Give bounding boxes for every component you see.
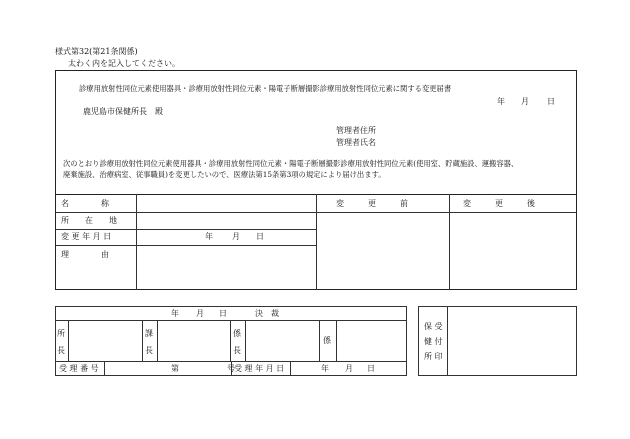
table-label-divider xyxy=(136,194,137,290)
seal-label-line2: 健 付 xyxy=(424,337,443,346)
stamp-section-chief-label: 課長 xyxy=(145,329,153,355)
receipt-day-label: 日 xyxy=(367,364,375,373)
manager-name-label: 管理者氏名 xyxy=(336,138,376,147)
receipt-month-label: 月 xyxy=(345,364,353,373)
approval-year-label: 年 xyxy=(171,309,179,318)
receipt-divider-1 xyxy=(104,361,105,376)
unit-chief-stamp-area[interactable] xyxy=(246,321,318,360)
director-stamp-area[interactable] xyxy=(69,321,141,360)
stamp-divider-6 xyxy=(319,320,320,361)
seal-label-line1: 保 受 xyxy=(424,322,443,331)
receipt-number-label: 受 理 番 号 xyxy=(59,364,99,373)
before-header: 変 更 前 xyxy=(336,199,408,208)
seal-label-line3: 所 印 xyxy=(424,352,443,361)
change-date-label: 変 更 年 月 日 xyxy=(61,232,112,241)
instruction-text: 太わく内を記入してください。 xyxy=(68,59,180,68)
manager-address-label: 管理者住所 xyxy=(336,126,376,135)
staff-stamp-area[interactable] xyxy=(337,321,406,360)
approval-month-label: 月 xyxy=(196,309,204,318)
approval-day-label: 日 xyxy=(219,309,227,318)
notice-month-label: 月 xyxy=(521,97,529,106)
seal-stamp-area[interactable] xyxy=(448,307,576,375)
section-chief-stamp-area[interactable] xyxy=(158,321,229,360)
receipt-date-label: 受 理 年 月 日 xyxy=(234,364,285,373)
stamp-unit-chief-label: 係長 xyxy=(233,329,241,355)
addressee: 鹿児島市保健所長 殿 xyxy=(83,107,163,116)
after-header: 変 更 後 xyxy=(463,199,535,208)
location-field[interactable] xyxy=(138,213,315,228)
stamp-director-label: 所長 xyxy=(57,329,65,355)
stamp-staff-label: 係 xyxy=(323,336,331,345)
table-before-divider xyxy=(316,194,317,290)
reason-label: 理 由 xyxy=(61,250,109,259)
form-number: 様式第32(第21条関係) xyxy=(55,47,138,56)
receipt-year-label: 年 xyxy=(321,364,329,373)
table-row-line-1 xyxy=(56,229,316,230)
name-field[interactable] xyxy=(138,195,315,211)
location-label: 所 在 地 xyxy=(61,216,117,225)
receipt-divider-3 xyxy=(290,361,291,376)
reason-field[interactable] xyxy=(138,246,315,289)
name-header: 名 称 xyxy=(61,199,109,208)
after-field[interactable] xyxy=(451,213,575,289)
stamp-divider-2 xyxy=(142,320,143,361)
notice-body-line1: 次のとおり診療用放射性同位元素使用器具・診療用放射性同位元素・陽電子断層撮影診療用放射性同位元素(使用室、貯蔵施設、運搬容器、 xyxy=(63,159,519,168)
notice-title: 診療用放射性同位元素使用器具・診療用放射性同位元素・陽電子断層撮影診療用放射性同位元素に関する変更届書 xyxy=(79,84,452,93)
before-field[interactable] xyxy=(318,213,448,289)
change-day-label: 日 xyxy=(256,232,264,241)
receipt-number-suffix: 第 号 xyxy=(171,364,235,373)
stamp-divider-4 xyxy=(230,320,231,361)
notice-year-label: 年 xyxy=(497,97,505,106)
approval-label: 決 裁 xyxy=(255,309,279,318)
notice-body-line2: 廃棄施設、治療病室、従事職員)を変更したいので、医療法第15条第3項の規定により届け出ます。 xyxy=(63,170,386,179)
notice-day-label: 日 xyxy=(547,97,555,106)
change-year-label: 年 xyxy=(205,232,213,241)
table-after-divider xyxy=(449,194,450,290)
change-month-label: 月 xyxy=(232,232,240,241)
